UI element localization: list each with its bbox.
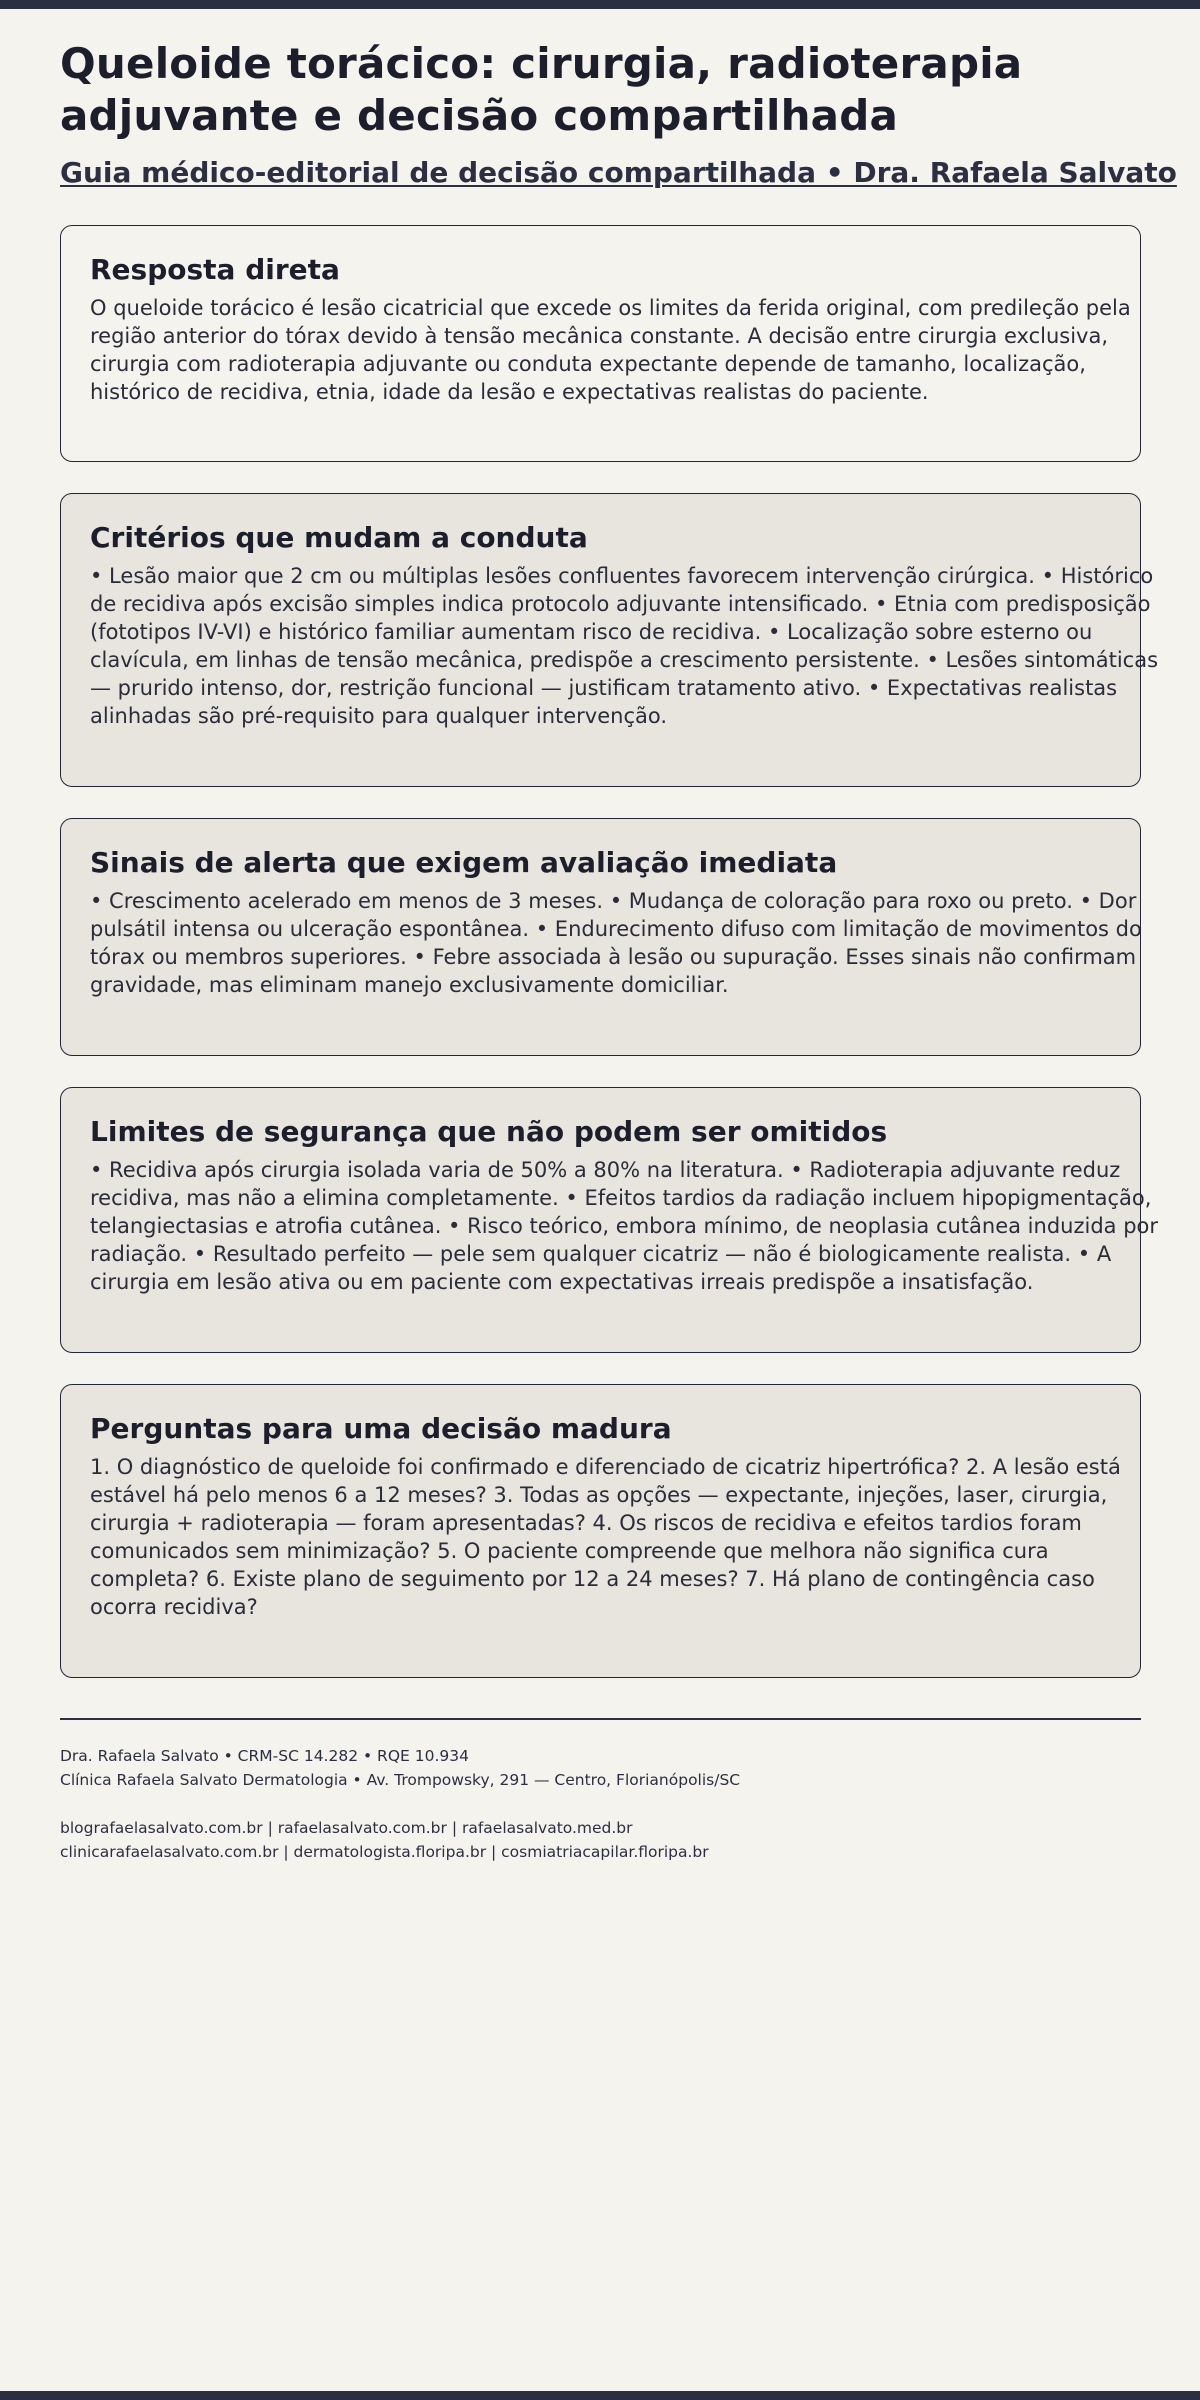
footer-links: clinicarafaelasalvato.com.br | dermatologista.floripa.br | cosmiatriacapilar.floripa.br [60, 1843, 709, 1861]
section-body: • Recidiva após cirurgia isolada varia de 50% a 80% na literatura. • Radioterapia adjuvante reduz recidiva, mas não a elimina completamente. • Efeitos tardios da radiação incluem hipopigmentação, telangiectasias e atrofia cutânea. • Risco teórico, embora mínimo, de neoplasia cutânea induzida por radiação. • Resultado perfeito — pele sem qualquer cicatriz — não é biologicamente realista. • A cirurgia em lesão ativa ou em paciente com expectativas irreais predispõe a insatisfação. [90, 1158, 1159, 1294]
footer [60, 1744, 1140, 1864]
section-body: 1. O diagnóstico de queloide foi confirmado e diferenciado de cicatriz hipertrófica? 2. A lesão está estável há pelo menos 6 a 12 meses? 3. Todas as opções — expectante, injeções, laser, cirurgia, cirurgia + radioterapia — foram apresentadas? 4. Os riscos de recidiva e efeitos tardios foram comunicados sem minimização? 5. O paciente compreende que melhora não significa cura completa? 6. Existe plano de seguimento por 12 a 24 meses? 7. Há plano de contingência caso ocorra recidiva? [90, 1455, 1121, 1619]
section-body: • Crescimento acelerado em menos de 3 meses. • Mudança de coloração para roxo ou preto. • Dor pulsátil intensa ou ulceração espontânea. • Endurecimento difuso com limitação de movimentos do tórax ou membros superiores. • Febre associada à lesão ou supuração. Esses sinais não confirmam gravidade, mas eliminam manejo exclusivamente domiciliar. [90, 889, 1142, 997]
section-heading: Critérios que mudam a conduta [90, 521, 588, 554]
page-title: Queloide torácico: cirurgia, radioterapia adjuvante e decisão compartilhada [60, 39, 1023, 140]
footer-links: blografaelasalvato.com.br | rafaelasalvato.com.br | rafaelasalvato.med.br [60, 1819, 633, 1837]
top-accent-bar [0, 0, 1200, 9]
section-safety-limits [60, 1087, 1159, 1353]
section-body: • Lesão maior que 2 cm ou múltiplas lesões confluentes favorecem intervenção cirúrgica. • Histórico de recidiva após excisão simples indica protocolo adjuvante intensificado. • Etnia com predisposição (fototipos IV-VI) e histórico familiar aumentam risco de recidiva. • Localização sobre esterno ou clavícula, em linhas de tensão mecânica, predispõe a crescimento persistente. • Lesões sintomáticas — prurido intenso, dor, restrição funcional — justificam tratamento ativo. • Expectativas realistas alinhadas são pré-requisito para qualquer intervenção. [90, 564, 1159, 728]
section-heading: Resposta direta [90, 253, 340, 286]
section-heading: Perguntas para uma decisão madura [90, 1412, 672, 1445]
footer-divider [60, 1718, 1141, 1720]
section-warning-signs [60, 818, 1141, 1056]
section-body: O queloide torácico é lesão cicatricial que excede os limites da ferida original, com predileção pela região anterior do tórax devido à tensão mecânica constante. A decisão entre cirurgia exclusiva, cirurgia com radioterapia adjuvante ou conduta expectante depende de tamanho, localização, histórico de recidiva, etnia, idade da lesão e expectativas realistas do paciente. [90, 296, 1131, 404]
footer-address: Clínica Rafaela Salvato Dermatologia • Av. Trompowsky, 291 — Centro, Florianópolis/SC [60, 1771, 741, 1789]
section-questions [60, 1384, 1141, 1678]
footer-credentials: Dra. Rafaela Salvato • CRM-SC 14.282 • RQE 10.934 [60, 1747, 469, 1765]
article [60, 38, 1177, 1864]
section-heading: Limites de segurança que não podem ser omitidos [90, 1115, 888, 1148]
section-direct-answer [60, 225, 1141, 462]
bottom-accent-bar [0, 2391, 1200, 2400]
page-subtitle: Guia médico-editorial de decisão compartilhada • Dra. Rafaela Salvato [60, 156, 1177, 189]
section-criteria [60, 493, 1159, 787]
section-heading: Sinais de alerta que exigem avaliação imediata [90, 846, 838, 879]
